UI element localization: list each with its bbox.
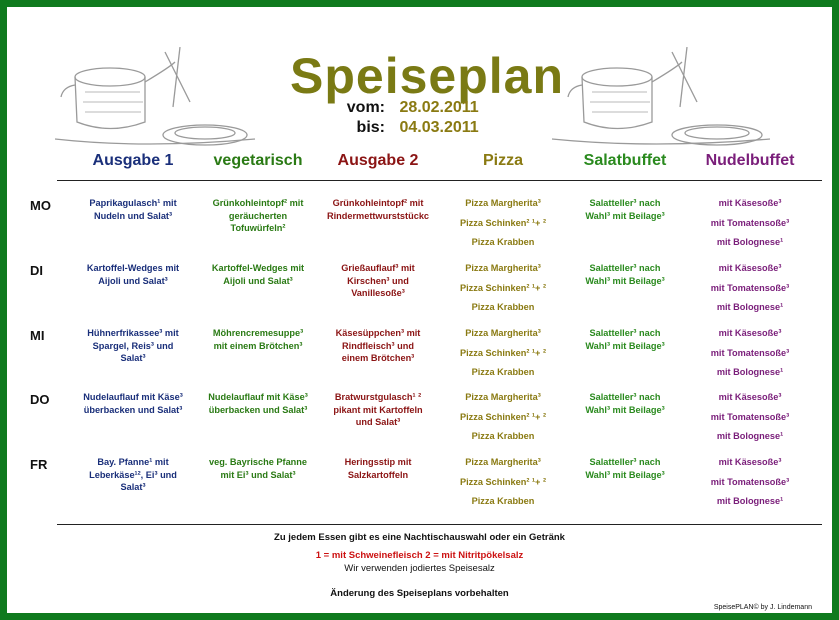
menu-line: Hühnerfrikassee³ mit [87,328,179,338]
menu-line: Aijoli und Salat³ [223,275,293,286]
column-header-vegetarisch: vegetarisch [213,152,303,169]
header-rule [57,180,822,181]
salt-note: Wir verwenden jodiertes Speisesalz [344,563,495,574]
from-date: 28.02.2011 [399,99,479,116]
menu-option: Pizza Krabben [471,496,535,506]
menu-line: Rindermettwurststückc [326,210,430,221]
menu-option: Pizza Margherita³ [465,392,541,402]
menu-option: mit Käsesoße³ [718,457,782,467]
menu-cell-fr-nudel [684,456,816,515]
menu-line: veg. Bayrische Pfanne [208,457,308,467]
column-header-pizza: Pizza [482,152,523,169]
menu-line: Nudelauflauf mit Käse³ [208,392,308,402]
menu-option: mit Käsesoße³ [718,392,782,402]
menu-line: Paprikagulasch¹ mit [89,198,177,208]
menu-option: mit Bolognese¹ [716,367,784,377]
changes-note: Änderung des Speiseplans vorbehalten [330,588,509,599]
dessert-note: Zu jedem Essen gibt es eine Nachtischauswahl oder ein Getränk [274,532,565,543]
footer-rule [57,524,822,525]
menu-option: mit Tomatensoße³ [710,347,790,358]
menu-cell-fr-ausgabe1 [67,456,199,494]
menu-line: Bratwurstgulasch¹ ² [334,392,422,402]
menu-line: Wahl³ mit Beilage³ [585,275,665,286]
menu-cell-mo-pizza [437,197,569,256]
menu-cell-mi-salat [559,327,691,352]
to-label: bis: [356,119,385,136]
menu-cell-di-vegetarisch [192,262,324,287]
menu-cell-di-ausgabe2 [312,262,444,300]
menu-line: Vanillesoße³ [351,288,405,298]
menu-cell-di-ausgabe1 [67,262,199,287]
menu-line: Nudelauflauf mit Käse³ [83,392,183,402]
menu-cell-fr-pizza [437,456,569,515]
day-label-do: DO [30,392,50,407]
menu-line: überbacken und Salat³ [83,404,183,415]
menu-cell-fr-vegetarisch [192,456,324,481]
from-label: vom: [346,99,385,116]
menu-line: Wahl³ mit Beilage³ [585,340,665,351]
menu-cell-di-pizza [437,262,569,321]
menu-line: Nudeln und Salat³ [93,210,173,221]
menu-cell-mo-ausgabe2 [312,197,444,222]
menu-cell-di-nudel [684,262,816,321]
menu-line: Kirschen³ und [347,275,409,286]
menu-line: Heringsstip mit [344,457,412,467]
menu-option: Pizza Schinken² ¹+ ² [459,476,547,487]
menu-cell-mi-nudel [684,327,816,386]
menu-option: Pizza Krabben [471,367,535,377]
menu-option: mit Bolognese¹ [716,302,784,312]
menu-cell-mo-ausgabe1 [67,197,199,222]
menu-option: Pizza Schinken² ¹+ ² [459,411,547,422]
menu-option: Pizza Schinken² ¹+ ² [459,217,547,228]
day-label-fr: FR [30,457,48,472]
menu-option: mit Bolognese¹ [716,496,784,506]
menu-cell-mi-ausgabe2 [312,327,444,365]
date-range [337,99,479,139]
menu-line: Grünkohleintopf² mit [212,198,304,208]
to-date: 04.03.2011 [399,119,479,136]
column-header-ausgabe1: Ausgabe 1 [92,152,174,169]
menu-line: Salat³ [120,482,146,492]
menu-option: mit Käsesoße³ [718,328,782,338]
menu-option: mit Tomatensoße³ [710,217,790,228]
legend-note: 1 = mit Schweinefleisch 2 = mit Nitritpökelsalz [315,550,524,561]
menu-cell-mo-salat [559,197,691,222]
column-header-salat: Salatbuffet [583,152,667,169]
menu-cell-do-salat [559,391,691,416]
menu-cell-mo-nudel [684,197,816,256]
menu-line: und Salat³ [355,417,401,427]
menu-line: überbacken und Salat³ [208,404,308,415]
menu-sheet [7,7,832,613]
day-label-mi: MI [30,328,45,343]
menu-cell-mi-vegetarisch [192,327,324,352]
menu-cell-fr-ausgabe2 [312,456,444,481]
menu-line: Grünkohleintopf² mit [332,198,424,208]
menu-cell-do-vegetarisch [192,391,324,416]
menu-cell-mi-ausgabe1 [67,327,199,365]
menu-cell-mi-pizza [437,327,569,386]
menu-option: Pizza Krabben [471,237,535,247]
menu-option: mit Käsesoße³ [718,263,782,273]
menu-line: Salatteller³ nach [589,457,661,467]
menu-option: mit Bolognese¹ [716,431,784,441]
menu-cell-fr-salat [559,456,691,481]
menu-option: mit Tomatensoße³ [710,282,790,293]
menu-line: Grießauflauf³ mit [341,263,415,273]
column-header-nudel: Nudelbuffet [705,152,795,169]
menu-option: Pizza Margherita³ [465,328,541,338]
menu-line: Salatteller³ nach [589,263,661,273]
menu-option: Pizza Margherita³ [465,263,541,273]
menu-line: Wahl³ mit Beilage³ [585,210,665,221]
menu-line: Käsesüppchen³ mit [335,328,421,338]
menu-option: mit Käsesoße³ [718,198,782,208]
menu-line: Bay. Pfanne¹ mit [97,457,169,467]
menu-line: Salatteller³ nach [589,392,661,402]
menu-line: Salatteller³ nach [589,328,661,338]
menu-option: mit Tomatensoße³ [710,476,790,487]
menu-line: Salatteller³ nach [589,198,661,208]
menu-line: Aijoli und Salat³ [98,275,168,286]
menu-line: pikant mit Kartoffeln [333,404,423,415]
credit-text: SpeisePLAN© by J. Lindemann [713,604,812,611]
menu-line: Wahl³ mit Beilage³ [585,404,665,415]
column-header-ausgabe2: Ausgabe 2 [337,152,419,169]
menu-cell-mo-vegetarisch [192,197,324,235]
menu-line: geräucherten [228,210,288,221]
menu-line: Salat³ [120,353,146,363]
day-label-mo: MO [30,198,51,213]
menu-option: Pizza Margherita³ [465,457,541,467]
menu-option: Pizza Margherita³ [465,198,541,208]
cooking-pot-illustration-left [55,47,260,152]
menu-cell-di-salat [559,262,691,287]
menu-line: Salzkartoffeln [347,469,409,480]
menu-line: Leberkäse¹², Ei³ und [89,469,177,480]
menu-cell-do-nudel [684,391,816,450]
menu-line: Spargel, Reis³ und [92,340,174,351]
menu-line: Rindfleisch³ und [342,340,414,351]
menu-option: mit Bolognese¹ [716,237,784,247]
day-label-di: DI [30,263,43,278]
menu-option: mit Tomatensoße³ [710,411,790,422]
menu-line: Kartoffel-Wedges mit [86,263,180,273]
menu-line: Wahl³ mit Beilage³ [585,469,665,480]
menu-line: mit Ei³ und Salat³ [220,469,296,480]
menu-line: einem Brötchen³ [341,353,415,363]
menu-option: Pizza Krabben [471,431,535,441]
menu-line: Tofuwürfeln² [230,223,286,233]
menu-line: mit einem Brötchen³ [213,340,303,351]
menu-option: Pizza Schinken² ¹+ ² [459,282,547,293]
menu-cell-do-ausgabe1 [67,391,199,416]
page-title: Speiseplan [290,48,564,104]
menu-line: Kartoffel-Wedges mit [211,263,305,273]
menu-line: Möhrencremesuppe³ [212,328,304,338]
menu-cell-do-pizza [437,391,569,450]
menu-option: Pizza Schinken² ¹+ ² [459,347,547,358]
menu-cell-do-ausgabe2 [312,391,444,429]
menu-option: Pizza Krabben [471,302,535,312]
